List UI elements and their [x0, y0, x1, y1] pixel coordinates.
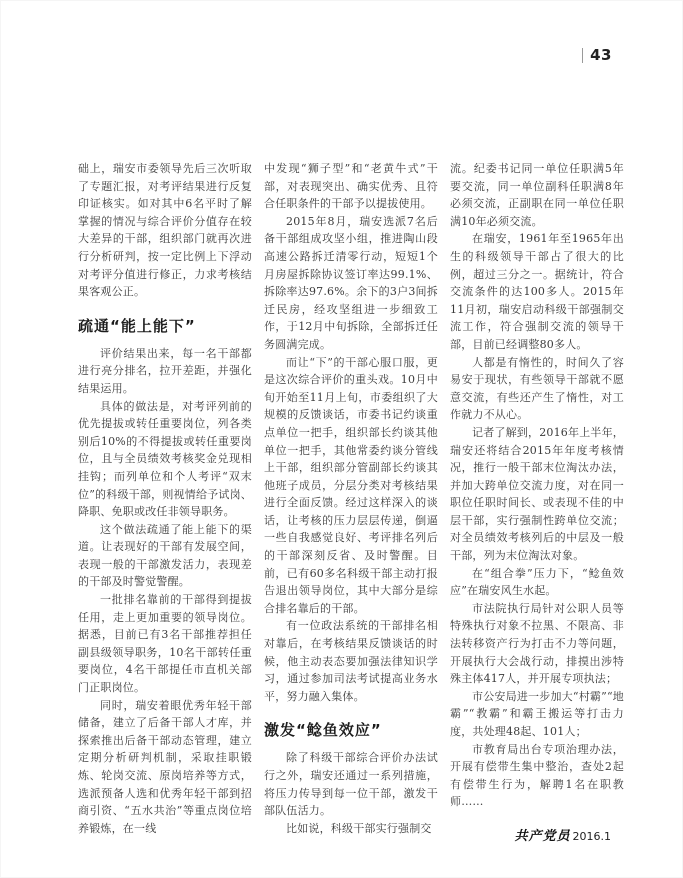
article-columns — [78, 160, 624, 837]
body-paragraph: 比如说，科级干部实行强制交 — [286, 821, 432, 835]
column-1 — [78, 160, 252, 837]
body-paragraph: 具体的做法是，对考评列前的优先提拔或转任重要岗位，列各类别后10%的不得提拔或转任重要岗位，且与全员绩效考核奖金兑现相挂钩；而列单位和个人考评“双末位”的科级干部，则视情给予试岗、降职、免职或改任非领导职务。 — [78, 399, 252, 519]
footer — [514, 825, 611, 844]
section-heading: 疏通“能上能下” — [78, 316, 196, 335]
page-number — [582, 46, 612, 64]
page-number-divider — [582, 48, 583, 63]
body-paragraph: 这个做法疏通了能上能下的渠道。让表现好的干部有发展空间，表现一般的干部激发活力，表现差的干部及时警觉警醒。 — [78, 522, 252, 589]
body-paragraph: 记者了解到，2016年上半年，瑞安还将结合2015年年度考核情况，推行一般干部末位淘汰办法，并加大跨单位交流力度，对在同一职位任职时间长、或表现不佳的中层干部，实行强制性跨单位交流；对全员绩效考核列后的中层及一般干部，列为末位淘汰对象。 — [450, 425, 624, 563]
body-paragraph: 市教育局出台专项治理办法，开展有偿带生集中整治，查处2起有偿带生行为，解聘1名在职教师…… — [450, 742, 624, 809]
body-paragraph: 在瑞安，1961年至1965年出生的科级领导干部占了很大的比例，超过三分之一。据统计，符合交流条件的达100多人。2015年11月初，瑞安启动科级干部强制交流工作，符合强制交流的领导干部，目前已经调整80多人。 — [450, 232, 624, 351]
body-paragraph: 流。纪委书记同一单位任职满5年要交流，同一单位副科任职满8年必须交流，正副职在同一单位任职满10年必须交流。 — [450, 162, 624, 228]
magazine-logo: 共产党员 — [514, 829, 571, 844]
body-paragraph: 评价结果出来，每一名干部都进行亮分排名，拉开差距，并强化结果运用。 — [78, 346, 252, 395]
column-3 — [450, 160, 624, 837]
page-number-value: 43 — [590, 46, 612, 64]
body-paragraph: 2015年8月，瑞安选派7名后备干部组成攻坚小组，推进陶山段高速公路拆迁清零行动，短短1个月房屋拆除协议签订率达99.1%、拆除率达97.6%。余下的3户3间拆迁民房，经攻坚组进一步细致工作，于12月中旬拆除，全部拆迁任务圆满完成。 — [264, 214, 438, 351]
body-paragraph: 有一位政法系统的干部排名相对靠后，在考核结果反馈谈话的时候，他主动表态要加强法律知识学习，通过参加司法考试提高业务水平，努力融入集体。 — [264, 619, 438, 703]
issue-number: 2016.1 — [572, 830, 611, 843]
section-heading: 激发“鲶鱼效应” — [264, 721, 382, 740]
column-2 — [264, 160, 438, 837]
body-paragraph: 除了科级干部综合评价办法试行之外，瑞安还通过一系列措施，将压力传导到每一位干部，激发干部队伍活力。 — [264, 751, 438, 818]
body-paragraph: 市公安局进一步加大“村霸”“地霸”“教霸”和霸王搬运等打击力度，共处理48起、101人； — [450, 689, 624, 738]
body-paragraph: 市法院执行局针对公职人员等特殊执行对象不拉黑、不限高、非法转移资产行为打击不力等问题，开展执行大会战行动，排摸出涉特殊主体417人，并开展专项执法； — [450, 601, 624, 686]
body-paragraph: 人都是有惰性的，时间久了容易安于现状，有些领导干部就不愿意交流，有些还产生了惰性，对工作就力不从心。 — [450, 355, 624, 422]
body-paragraph: 一批排名靠前的干部得到提拔任用，走上更加重要的领导岗位。据悉，目前已有3名干部推荐担任副县级领导职务，10名干部转任重要岗位，4名干部提任市直机关部门正职岗位。 — [78, 593, 252, 695]
body-paragraph: 而让“下”的干部心服口服，更是这次综合评价的重头戏。10月中旬开始至11月上旬，市委组织了大规模的反馈谈话，市委书记约谈重点单位一把手，组织部长约谈其他单位一把手，其他常委约谈分管线上干部，组织部分管副部长约谈其他班子成员，分层分类对考核结果进行全面反馈。经过这样深入的谈话，让考核的压力层层传递，倒逼一些自我感觉良好、考评排名列后的干部深刻反省、及时警醒。目前，已有60多名科级干部主动打报告退出领导岗位，其中大部分是综合排名靠后的干部。 — [264, 355, 438, 615]
body-paragraph: 中发现“狮子型”和“老黄牛式”干部，对表现突出、确实优秀、且符合任职条件的干部予以提拔使用。 — [264, 162, 438, 211]
body-paragraph: 在“组合拳”压力下，“鲶鱼效应”在瑞安风生水起。 — [450, 566, 624, 598]
body-paragraph: 同时，瑞安着眼优秀年轻干部储备，建立了后备干部人才库，并探索推出后备干部动态管理，建立定期分析研判机制，采取挂职锻炼、轮岗交流、原岗培养等方式，选派预备人选和优秀年轻干部到招商引资、“五水共治”等重点岗位培养锻炼，在一线 — [78, 698, 252, 835]
body-paragraph: 础上，瑞安市委领导先后三次听取了专题汇报，对考评结果进行反复印证核实。如对其中6名平时了解掌握的情况与综合评价分值存在较大差异的干部，组织部门就再次进行分析研判，按一定比例上下浮动对考评分值进行修正，力求考核结果客观公正。 — [78, 162, 252, 299]
